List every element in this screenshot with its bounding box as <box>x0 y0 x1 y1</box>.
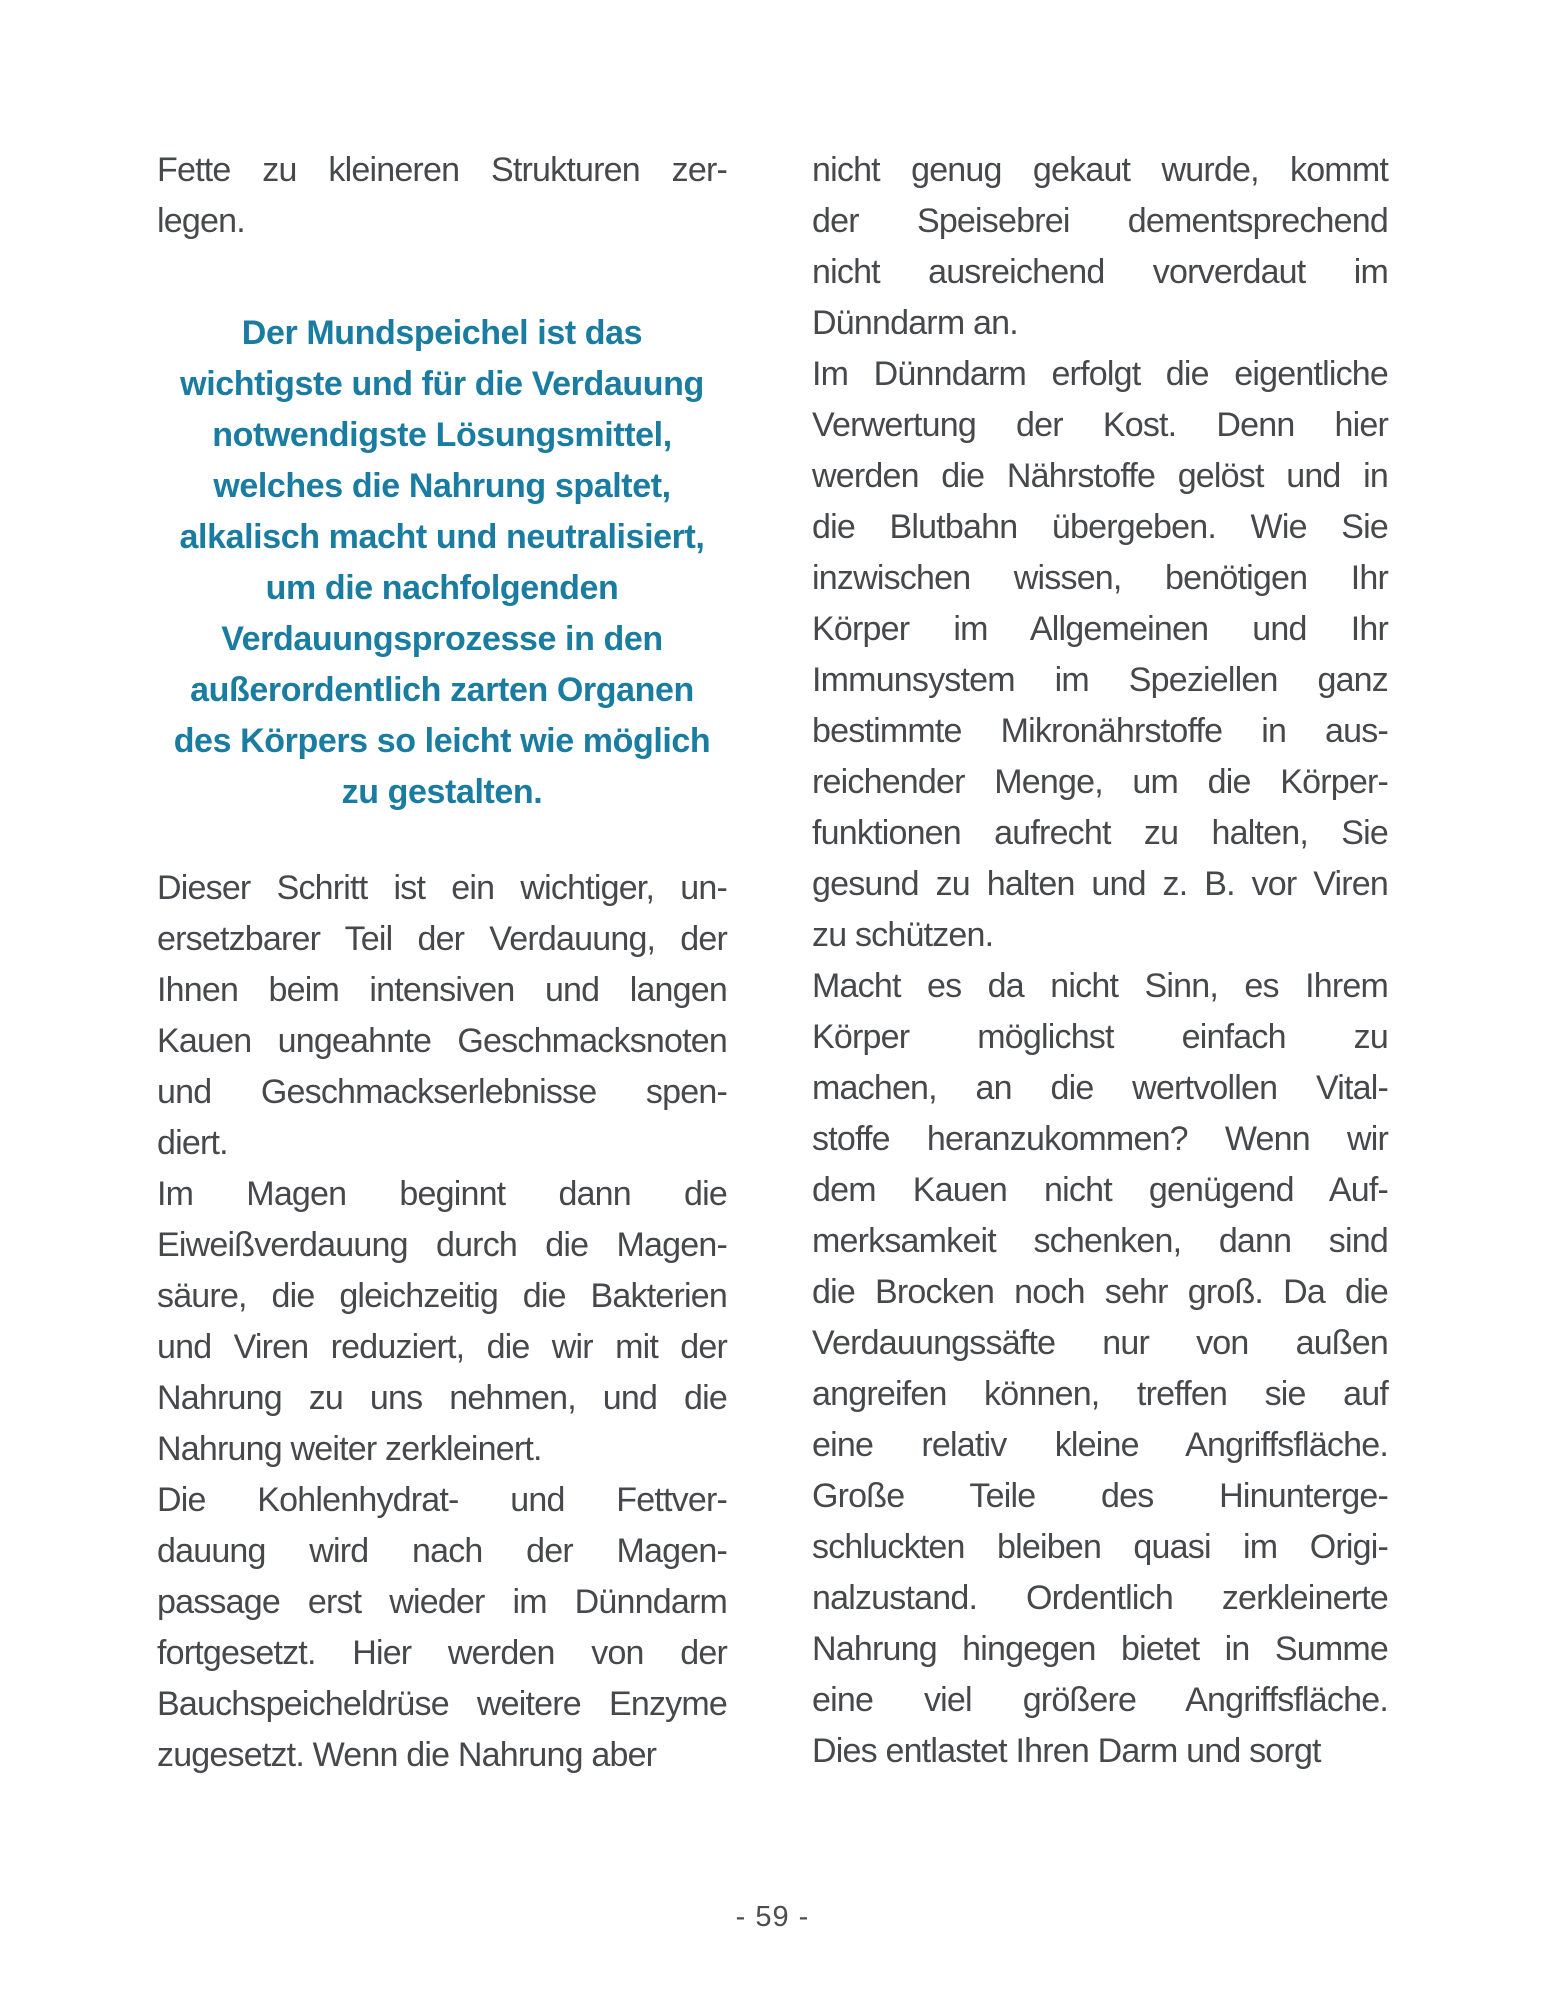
text-line: Körper im Allgemeinen und Ihr <box>812 610 1388 648</box>
text-line: Ihnen beim intensiven und langen <box>157 971 727 1009</box>
text-line: und Viren reduziert, die wir mit der <box>157 1328 727 1366</box>
text-line: Dieser Schritt ist ein wichtiger, un- <box>157 869 727 907</box>
text-line: dem Kauen nicht genügend Auf- <box>812 1171 1388 1209</box>
text-line: dauung wird nach der Magen- <box>157 1532 727 1570</box>
text-line: alkalisch macht und neutralisiert, <box>179 518 705 556</box>
text-line: Kauen ungeahnte Geschmacksnoten <box>157 1022 727 1060</box>
highlight-quote <box>157 308 727 818</box>
text-line: Dies entlastet Ihren Darm und sorgt <box>812 1732 1321 1770</box>
text-line: ersetzbarer Teil der Verdauung, der <box>157 920 727 958</box>
text-line: eine relativ kleine Angriffsfläche. <box>812 1426 1388 1464</box>
right-column <box>812 145 1388 1781</box>
text-line: Nahrung hingegen bietet in Summe <box>812 1630 1388 1668</box>
text-line: notwendigste Lösungsmittel, <box>212 416 672 454</box>
body-paragraph <box>812 349 1388 961</box>
text-line: säure, die gleichzeitig die Bakterien <box>157 1277 727 1315</box>
text-line: fortgesetzt. Hier werden von der <box>157 1634 727 1672</box>
text-line: nicht ausreichend vorverdaut im <box>812 253 1388 291</box>
text-line: Fette zu kleineren Strukturen zer- <box>157 151 727 189</box>
text-line: funktionen aufrecht zu halten, Sie <box>812 814 1388 852</box>
left-column <box>157 145 727 1781</box>
text-line: die Blutbahn übergeben. Wie Sie <box>812 508 1388 546</box>
text-line: Bauchspeicheldrüse weitere Enzyme <box>157 1685 727 1723</box>
body-paragraph <box>157 863 727 1169</box>
text-line: stoffe heranzukommen? Wenn wir <box>812 1120 1388 1158</box>
text-line: um die nachfolgenden <box>265 569 619 607</box>
text-line: Der Mundspeichel ist das <box>241 314 643 352</box>
text-line: Nahrung weiter zerkleinert. <box>157 1430 542 1468</box>
text-line: Dünndarm an. <box>812 304 1018 342</box>
body-paragraph <box>157 1169 727 1475</box>
text-line: schluckten bleiben quasi im Origi- <box>812 1528 1388 1566</box>
text-line: reichender Menge, um die Körper- <box>812 763 1388 801</box>
text-line: angreifen können, treffen sie auf <box>812 1375 1388 1413</box>
text-line: Im Dünndarm erfolgt die eigentliche <box>812 355 1388 393</box>
text-line: Große Teile des Hinunterge- <box>812 1477 1388 1515</box>
text-line: des Körpers so leicht wie möglich <box>173 722 711 760</box>
text-line: der Speisebrei dementsprechend <box>812 202 1388 240</box>
body-paragraph <box>812 145 1388 349</box>
text-line: und Geschmackserlebnisse spen- <box>157 1073 727 1111</box>
text-line: Verwertung der Kost. Denn hier <box>812 406 1388 444</box>
text-line: Im Magen beginnt dann die <box>157 1175 727 1213</box>
page-number: - 59 - <box>735 1901 810 1933</box>
text-line: Nahrung zu uns nehmen, und die <box>157 1379 727 1417</box>
text-line: inzwischen wissen, benötigen Ihr <box>812 559 1388 597</box>
body-paragraph <box>157 1475 727 1781</box>
text-line: wichtigste und für die Verdauung <box>180 365 704 403</box>
text-line: nicht genug gekaut wurde, kommt <box>812 151 1388 189</box>
text-line: Macht es da nicht Sinn, es Ihrem <box>812 967 1388 1005</box>
text-line: gesund zu halten und z. B. vor Viren <box>812 865 1388 903</box>
text-line: legen. <box>157 202 245 240</box>
text-line: Immunsystem im Speziellen ganz <box>812 661 1388 699</box>
text-line: welches die Nahrung spaltet, <box>213 467 671 505</box>
body-paragraph <box>157 145 727 247</box>
text-line: werden die Nährstoffe gelöst und in <box>812 457 1388 495</box>
text-line: Die Kohlenhydrat- und Fettver- <box>157 1481 727 1519</box>
text-line: diert. <box>157 1124 228 1162</box>
text-line: passage erst wieder im Dünndarm <box>157 1583 727 1621</box>
text-line: außerordentlich zarten Organen <box>190 671 694 709</box>
text-line: Verdauungssäfte nur von außen <box>812 1324 1388 1362</box>
text-line: Körper möglichst einfach zu <box>812 1018 1388 1056</box>
text-line: machen, an die wertvollen Vital- <box>812 1069 1388 1107</box>
text-line: Verdauungsprozesse in den <box>221 620 663 658</box>
text-line: zu gestalten. <box>341 773 543 811</box>
text-line: nalzustand. Ordentlich zerkleinerte <box>812 1579 1388 1617</box>
body-paragraph <box>812 961 1388 1777</box>
text-line: merksamkeit schenken, dann sind <box>812 1222 1388 1260</box>
text-line: bestimmte Mikronährstoffe in aus- <box>812 712 1388 750</box>
text-line: zu schützen. <box>812 916 994 954</box>
text-line: die Brocken noch sehr groß. Da die <box>812 1273 1388 1311</box>
text-line: Eiweißverdauung durch die Magen- <box>157 1226 727 1264</box>
text-line: zugesetzt. Wenn die Nahrung aber <box>157 1736 657 1774</box>
text-line: eine viel größere Angriffsfläche. <box>812 1681 1388 1719</box>
